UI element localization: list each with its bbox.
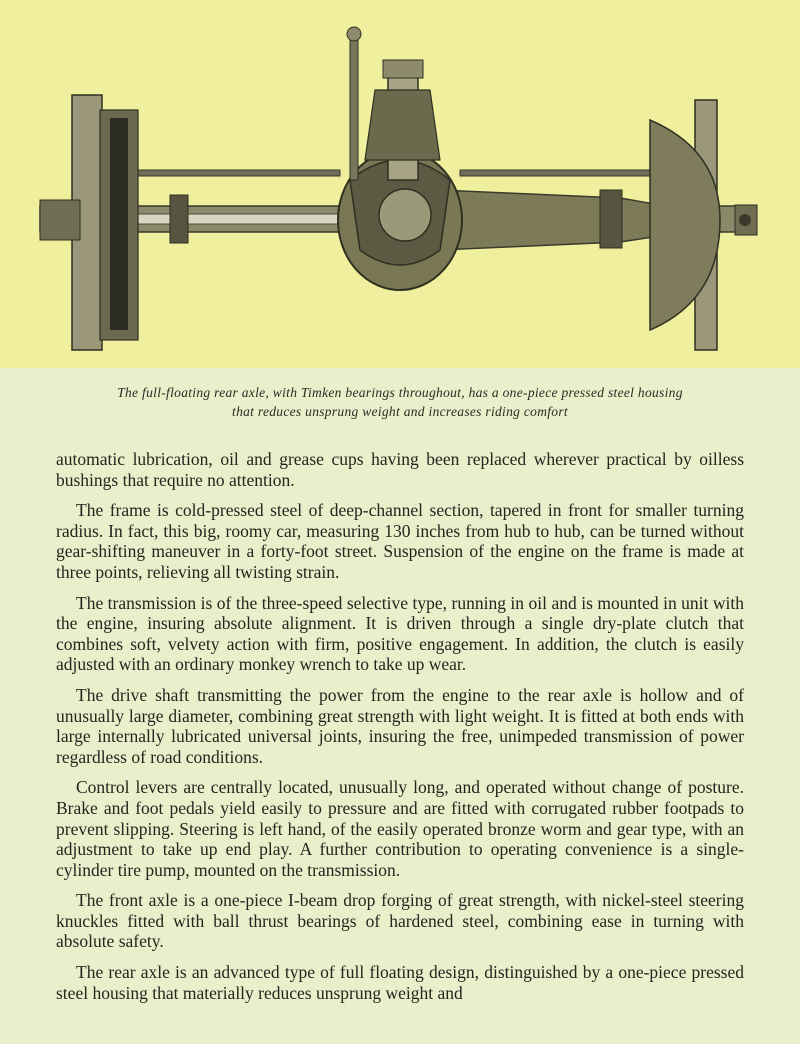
- paragraph: The rear axle is an advanced type of full floating design, distinguished by a one-piece pressed steel housing that materially reduces unsprung weight and: [56, 962, 744, 1003]
- paragraph: The front axle is a one-piece I-beam drop forging of great strength, with nickel-steel steering knuckles fitted with ball thrust bearings of hardened steel, combining ease in turning with absolute safety.: [56, 890, 744, 952]
- body-text: [56, 449, 744, 1013]
- paragraph: The transmission is of the three-speed selective type, running in oil and is mounted in unit with the engine, insuring absolute alignment. It is driven through a single dry-plate clutch that combines soft, velvety action with firm, positive engagement. In addition, the clutch is easily adjusted with an ordinary monkey wrench to take up wear.: [56, 592, 744, 675]
- caption-line-2: that reduces unsprung weight and increases riding comfort: [232, 404, 568, 419]
- figure-caption: [40, 383, 760, 421]
- rear-axle-illustration: [0, 0, 800, 368]
- paragraph: The drive shaft transmitting the power from the engine to the rear axle is hollow and of unusually large diameter, combining great strength with light weight. It is fitted at both ends with large internally lubricated universal joints, insuring the free, unimpeded transmission of power regardless of road conditions.: [56, 684, 744, 767]
- paragraph: automatic lubrication, oil and grease cups having been replaced wherever practical by oilless bushings that require no attention.: [56, 449, 744, 490]
- paragraph: Control levers are centrally located, unusually long, and operated without change of posture. Brake and foot pedals yield easily to pressure and are fitted with corrugated rubber footpads to prevent slipping. Steering is left hand, of the easily operated bronze worm and gear type, with an adjustment to take up end play. A further contribution to operating convenience is a single-cylinder tire pump, mounted on the transmission.: [56, 777, 744, 880]
- caption-line-1: The full-floating rear axle, with Timken bearings throughout, has a one-piece pressed steel housing: [117, 385, 683, 400]
- paragraph: The frame is cold-pressed steel of deep-channel section, tapered in front for smaller turning radius. In fact, this big, roomy car, measuring 130 inches from hub to hub, can be turned without gear-shifting maneuver in a forty-foot street. Suspension of the engine on the frame is made at three points, relieving all twisting strain.: [56, 500, 744, 582]
